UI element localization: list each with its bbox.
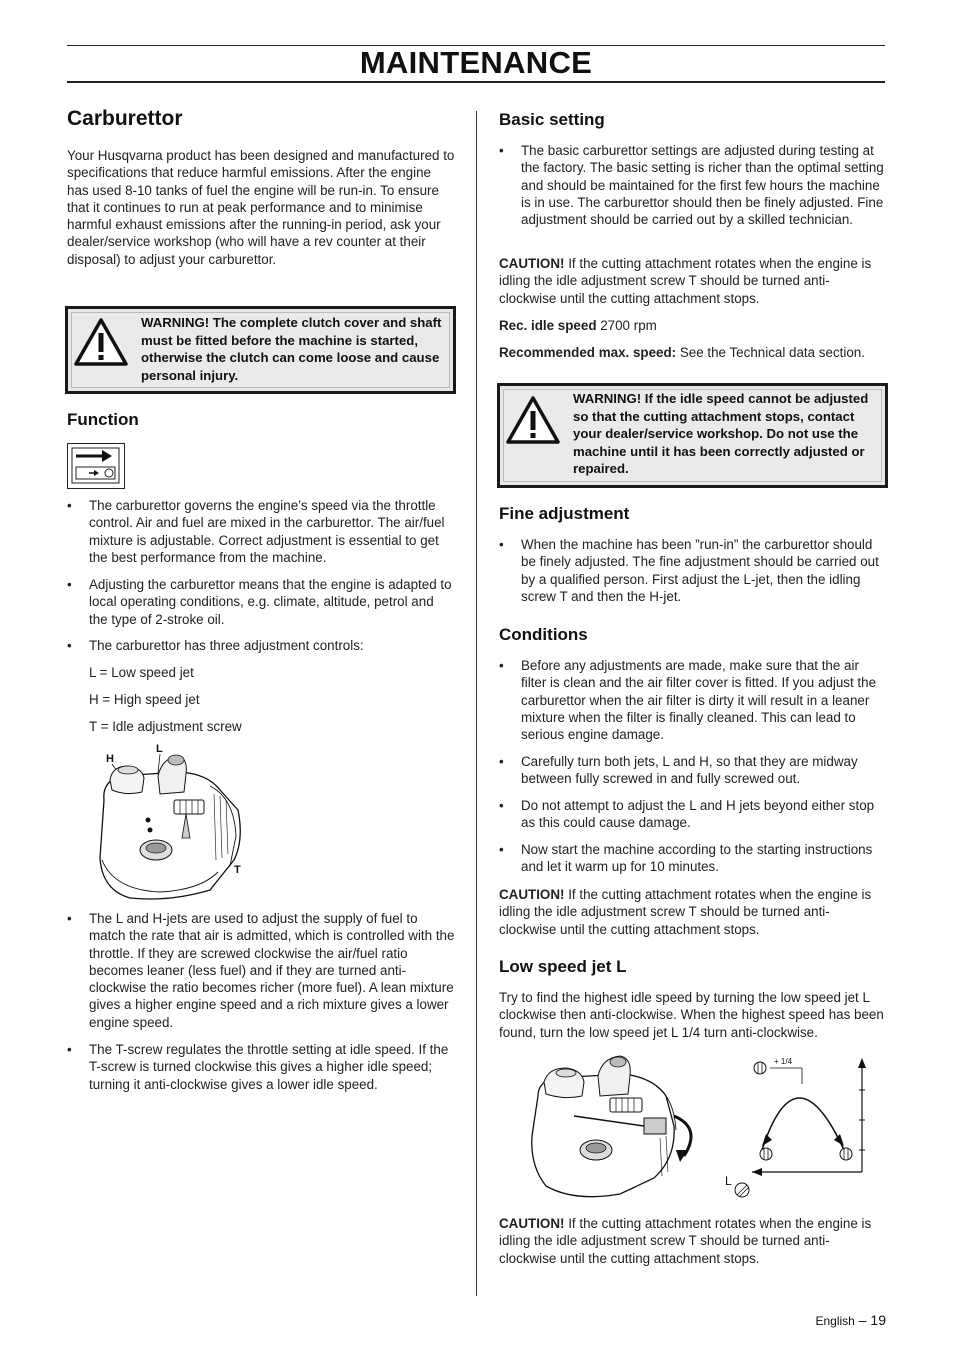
quarter-turn-label: + 1/4 bbox=[774, 1057, 793, 1066]
conditions-bullet-3: • Do not attempt to adjust the L and H jets beyond either stop as this could cause damage. bbox=[499, 797, 887, 832]
rec-max-value: See the Technical data section. bbox=[676, 345, 865, 360]
rec-max-speed bbox=[499, 344, 887, 361]
header-rule-bottom bbox=[67, 81, 885, 83]
screw-icon-right bbox=[840, 1148, 852, 1160]
function-bullet-3: • The carburettor has three adjustment controls: bbox=[67, 637, 455, 654]
conditions-bullet-2: • Carefully turn both jets, L and H, so that they are midway between fully screwed in and fully screwed out. bbox=[499, 753, 887, 788]
fine-adjustment-bullet: • When the machine has been ”run-in” the carburettor should be finely adjusted. The fine adjustment should be carried out by a qualified person. First adjust the L-jet, then the idling screw T and then the H-jet. bbox=[499, 536, 887, 605]
label-l: L bbox=[156, 743, 163, 755]
conditions-heading: Conditions bbox=[499, 625, 588, 644]
low-speed-jet-adjustment-graph bbox=[722, 1050, 872, 1202]
label-t: T bbox=[234, 864, 241, 876]
control-high-speed-jet: H = High speed jet bbox=[89, 692, 200, 707]
carburettor-intro: Your Husqvarna product has been designed and manufactured to specifications that reduce harmful emissions. After the engine has used 8-10 tanks of fuel the engine will be run-in. To ensure that it continues to run at peak performance and to minimise harmful exhaust emissions after the running-in period, ask your dealer/service workshop (who will have a rev counter at their disposal) to adjust your carburettor. bbox=[67, 148, 455, 267]
carburettor-heading: Carburettor bbox=[67, 107, 183, 130]
basic-setting-bullet: • The basic carburettor settings are adjusted during testing at the factory. The basic setting is richer than the optimal setting and should be maintained for the first few hours the machine is in use. The carburettor should then be finely adjusted. Fine adjustment should be carried out by a skilled technician. bbox=[499, 142, 887, 228]
function-bullet-2: • Adjusting the carburettor means that the engine is adapted to local operating conditions, e.g. climate, altitude, petrol and the type of 2-stroke oil. bbox=[67, 576, 455, 628]
l-jet-screw-icon bbox=[735, 1183, 749, 1197]
caution-label: CAUTION! bbox=[499, 1216, 565, 1231]
screw-icon-top-left bbox=[754, 1062, 766, 1074]
caution-label: CAUTION! bbox=[499, 256, 565, 271]
caution-label: CAUTION! bbox=[499, 887, 565, 902]
control-idle-screw: T = Idle adjustment screw bbox=[89, 719, 242, 734]
l-jet-label: L bbox=[725, 1174, 732, 1188]
caution-paragraph-2 bbox=[499, 886, 887, 938]
column-divider bbox=[476, 111, 477, 1296]
basic-setting-heading: Basic setting bbox=[499, 110, 605, 129]
rec-max-label: Recommended max. speed: bbox=[499, 345, 677, 360]
warning-triangle-icon bbox=[505, 395, 561, 445]
clutch-warning-text: WARNING! The complete clutch cover and shaft must be fitted before the machine is started, otherwise the clutch can come loose and cause personal injury. bbox=[141, 315, 442, 383]
caution-text: If the cutting attachment rotates when the engine is idling the idle adjustment screw T should be turned anti-clockwise until the cutting attachment stops. bbox=[499, 887, 872, 937]
page-title: MAINTENANCE bbox=[359, 45, 593, 80]
low-speed-jet-heading: Low speed jet L bbox=[499, 957, 627, 976]
low-speed-jet-text: Try to find the highest idle speed by turning the low speed jet L clockwise then anti-clockwise. When the highest speed has been found, turn the low speed jet L 1/4 turn anti-clockwise. bbox=[499, 990, 884, 1040]
caution-paragraph-3 bbox=[499, 1215, 887, 1267]
idle-warning-text: WARNING! If the idle speed cannot be adjusted so that the cutting attachment stops, contact your dealer/service workshop. Do not use the machine until it has been correctly adjusted or repaired. bbox=[573, 391, 869, 477]
caution-paragraph-1 bbox=[499, 255, 887, 307]
screw-icon-left bbox=[760, 1148, 772, 1160]
caution-text: If the cutting attachment rotates when the engine is idling the idle adjustment screw T should be turned anti-clockwise until the cutting attachment stops. bbox=[499, 256, 872, 306]
page-footer: English – 19 bbox=[815, 1312, 886, 1328]
caution-text: If the cutting attachment rotates when the engine is idling the idle adjustment screw T should be turned anti-clockwise until the cutting attachment stops. bbox=[499, 1216, 872, 1266]
conditions-bullet-1: • Before any adjustments are made, make sure that the air filter is clean and the air filter cover is fitted. If you adjust the carburettor when the air filter is dirty it will result in a leaner mixture when the filter is finally cleaned. This can lead to serious engine damage. bbox=[499, 657, 887, 743]
carburettor-function-icon bbox=[67, 443, 125, 489]
warning-triangle-icon bbox=[73, 317, 129, 367]
clutch-warning-box bbox=[65, 306, 456, 394]
label-h: H bbox=[106, 753, 114, 765]
function-heading: Function bbox=[67, 410, 139, 429]
fine-adjustment-heading: Fine adjustment bbox=[499, 504, 630, 523]
rec-idle-value: 2700 rpm bbox=[596, 318, 657, 333]
arrow-icon bbox=[68, 444, 123, 487]
jets-bullet: • The L and H-jets are used to adjust the supply of fuel to match the rate that air is admitted, which is controlled with the throttle. If they are screwed clockwise the air/fuel ratio becomes leaner (less fuel) and if they are turned anti-clockwise the ratio becomes richer (more fuel). A lean mixture gives a higher engine speed and a rich mixture gives a lower engine speed. bbox=[67, 910, 455, 1031]
rec-idle-speed bbox=[499, 317, 887, 334]
low-speed-jet-engine-illustration bbox=[524, 1046, 702, 1202]
page-number: 19 bbox=[870, 1312, 886, 1328]
function-bullet-1: • The carburettor governs the engine’s speed via the throttle control. Air and fuel are mixed in the carburettor. The air/fuel mixture is adjustable. Correct adjustment is essential to get the best performance from the machine. bbox=[67, 497, 455, 566]
t-screw-bullet: • The T-screw regulates the throttle setting at idle speed. If the T-screw is turned clockwise this gives a higher idle speed; turning it anti-clockwise gives a lower idle speed. bbox=[67, 1041, 455, 1093]
footer-language: English bbox=[815, 1314, 855, 1328]
conditions-bullet-4: • Now start the machine according to the starting instructions and let it warm up for 10 minutes. bbox=[499, 841, 887, 876]
idle-warning-box bbox=[497, 383, 888, 488]
control-low-speed-jet: L = Low speed jet bbox=[89, 665, 194, 680]
carburettor-engine-illustration bbox=[90, 740, 250, 902]
rec-idle-label: Rec. idle speed bbox=[499, 318, 597, 333]
